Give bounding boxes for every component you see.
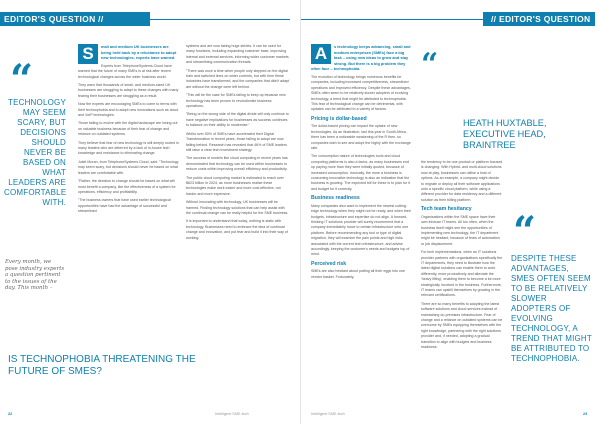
paragraph: Experts from TelephoneSystems.Cloud have warned that the future of many SMEs is at risk after recent technological changes across the wider business world. (78, 63, 172, 79)
paragraph: For tech implementations, when an IT solutions provider partners with organisations specifically the IT departments, they need to illustrate how the latest digital solutions can enable them to work differently, more productively and alleviate the 'heavy lifting', enabling them to become a lot more strategically involved in the business. Furthermore, IT teams can upskill themselves by growing in the relevant certifications. (421, 250, 503, 298)
intro-caption: Every month, we pose industry experts a question pertinent to the issues of the day. This month – (5, 259, 65, 291)
paragraph: Many companies also want to implement the newest cutting-edge technology when they might not be ready, and when their budgets, infrastructure and expertise do not align. A forward-thinking IT solutions provider will surely recommend that a company immediately move to certain infrastructure onto one platform. Before recommending any tool or type of digital migration, they will examine the pain points and high risks associated with the current tech infrastructure, and advise accordingly, keeping the customer's needs and budgets top of mind. (311, 203, 411, 257)
section-header-left (0, 12, 150, 26)
pull-quote: DESPITE THESE ADVANTAGES, SMES OFTEN SEEM TO BE RELATIVELY SLOWER ADOPTERS OF EVOLVING TECHNOLOGY, A TREND THAT MIGHT BE ATTRIBUTED TO TECHNOPHOBIA. (511, 254, 592, 363)
intro-paragraph: s technology keeps advancing, small and medium enterprises (SMEs) face a big task – using new ideas to grow and stay strong. But there is a big problem they often face – technophobia. (311, 44, 411, 72)
header-rule (301, 19, 483, 20)
subheading: Tech team hesitancy (421, 206, 472, 213)
column-1 (78, 44, 180, 218)
header-rule (150, 19, 290, 20)
right-page (300, 0, 600, 424)
intro-paragraph: mall and medium UK businesses are being held back by a reluctance to adopt new technologies, experts have warned. (101, 44, 177, 61)
page-number: 22 (8, 412, 13, 416)
paragraph: They believe that fear of new technology is still deeply rooted in many leaders who are deterred by a lack of in-house tech knowledge and resistance to eliminating change. (78, 140, 179, 156)
paragraph: The consumption nature of technologies tools and cloud computing platforms is also a factor, as many businesses end up paying more than they were initially quoted, because of increased consumption. Ironically, the more a business is consuming innovative technology is also an indication that the business is growing. The expected bill for these is to plan for it and budget for it correctly. (311, 154, 410, 191)
column-2 (421, 160, 503, 354)
brand-name: Intelligent SME.tech (311, 412, 345, 416)
paragraph: the tendency to be one product or platform focused is changing. With Hybrid- and multi-cloud solutions now at play, businesses can utilise a host of options. As an example, a company might decide to migrate or deploy all their software applications onto a specific cloud platform, while using a different provider for data residency and a different solution as their billing platform. (421, 160, 503, 202)
paragraph: The evolution of technology brings numerous benefits for companies, including increased competitiveness, streamlined operations and improved efficiency. Despite these advantages, SMEs often seem to be relatively slower adopters of evolving technology, a trend that might be attributed to technophobia. This fear of technological change can be detrimental, with updates can be attributed to a variety of factors. (311, 74, 411, 112)
paragraph: Without innovating with technology, UK businesses will be harmed. Finding technology solutions that can help assist with the continual change can be really helpful for the SME business. (186, 200, 289, 215)
paragraph: "Rather, the decision to change should be based on what will most benefit a company, like the effectiveness of a system for operations, efficiency and profitability. (78, 179, 176, 194)
section-header-title: EDITOR'S QUESTION // (4, 14, 104, 24)
paragraph: Now the experts are encouraging SMEs to come to terms with their technophobia and to adopt new innovations such as cloud and VoIP technologies. (78, 102, 179, 118)
paragraph: "Being on the wrong side of the digital divide will only continue to have negative implications for businesses as success continues to balance on their ability to modernise." (186, 112, 289, 128)
paragraph: "This will be the case for SMEs failing to keep up because new technology has been proven to revolutionise business operations. (186, 93, 286, 109)
paragraph: They warn that thousands of small- and medium-sized UK businesses are struggling to adapt to these changes with many fearing their businesses are struggling as a result. (78, 83, 179, 98)
paragraph: Those failing to evolve with the digital landscape are losing out on valuable business because of their fear of change and reliance on outdated systems. (78, 121, 178, 137)
subheading: Pricing is dollar-based (311, 115, 367, 122)
question-title: IS TECHNOPHOBIA THREATENING THE FUTURE OF SMES? (8, 354, 196, 377)
page-number: 23 (583, 412, 588, 416)
brand-name: Intelligent SME.tech (215, 412, 249, 416)
footer-brand (215, 412, 249, 416)
column-2 (186, 44, 290, 244)
paragraph: "The business owners that have used earlier technological opportunities have had the advantage of successful and streamlined (78, 198, 171, 214)
paragraph: The success of models like cloud computing in recent years has demonstrated that technology can be used within businesses to reduce costs within improving overall efficiency and productivity. (186, 156, 288, 172)
subheading: Perceived risk (311, 260, 347, 267)
footer-brand (311, 412, 345, 416)
section-header-right (483, 12, 595, 26)
footer-left (8, 412, 12, 416)
paragraph: systems and are now taking huge strides. It can be used for many functions, including expanding customer base, improving internal and external services, informing wider customer markets and streamlining communication threads. (186, 44, 289, 65)
quote-mark-icon: “ (421, 47, 439, 82)
column-1 (311, 44, 411, 283)
section-header-title: // EDITOR'S QUESTION (491, 14, 591, 24)
quote-mark-icon: “ (10, 56, 34, 103)
pull-quote: TECHNOLOGY MAY SEEM SCARY, BUT DECISIONS SHOULD NEVER BE BASED ON WHAT LEADERS ARE COMFORTABLE WITH. (4, 98, 67, 207)
paragraph: "There was once a time when people only stepped on the digital train and switched lines on wider currents, but with time these industries have transformed, and the companies that didn't adapt are without the change were left behind. (186, 68, 290, 89)
subheading: Business readiness (311, 195, 360, 202)
paragraph: The public cloud computing market is estimated to reach over $623 billion in 2024, as more businesses realise these technologies make work easier and more cost-effective, not harder and more expensive. (186, 175, 284, 196)
paragraph: Organisations within the SME space have their own inhouse IT teams. All too often, when the business itself might see the opportunities of implementing new technology, the IT department might be hesitant, because of fears of automation or job displacement. (421, 214, 500, 246)
paragraph: Whilst over 50% of SMEs have accelerated their Digital Transformation in recent years, those failing to adopt are now falling behind. Research has revealed that 46% of SME leaders still raise a clear tech investment strategy. (186, 131, 287, 152)
footer-right (583, 412, 587, 416)
drop-cap: A (311, 44, 331, 64)
paragraph: The dollar-based pricing can impact the uptake of new technologies. As an illustration, last this year in South Africa, there has been a noticeable weakening of the R then, so companies wish to see and adopt the highly with the exchange rate. (311, 124, 411, 150)
paragraph: SMEs are also hesitant about putting all their eggs into one vendor basket. Fortunately, (311, 269, 405, 279)
paragraph: Juliet Moran, from TelephoneSystems.Cloud, said: "Technology may seem scary, but decisions should never be based on what leaders are comfortable with. (78, 159, 179, 175)
paragraph: There are so many benefits to adopting the latest software solutions and cloud services instead of maintaining on-premises infrastructure. Fear of change and a reliance on outdated systems can be overcome by SMEs equipping themselves with the right knowledge, partnering with the right solutions provider and, if needed, adopting a gradual transition to align with budgets and business readiness. (421, 301, 503, 350)
byline: HEATH HUXTABLE, EXECUTIVE HEAD, BRAINTREE (463, 118, 547, 150)
paragraph: It is important to understand that today, nothing is static with technology. Businesses need to embrace the idea of continual change and innovation, and put fear and build it into their way of working. (186, 219, 288, 240)
quote-mark-icon: “ (513, 208, 537, 255)
drop-cap: S (78, 44, 98, 64)
